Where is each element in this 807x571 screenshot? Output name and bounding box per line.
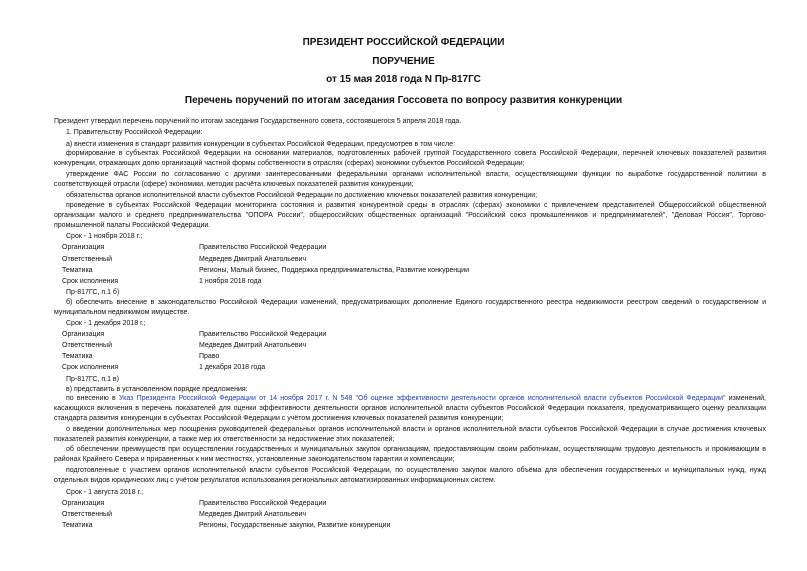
item-a-1: формирование в субъектах Российской Федерации на основании материалов, подготовленных рабочей группой Государственного совета Российской Федерации, перечней ключевых показателей развития конкуренции, отражающих долю организаций частной формы собственности в отраслях (сферах) экономики субъектов Российской Федерации;: [54, 150, 766, 167]
meta-key: Организация: [62, 331, 105, 338]
meta-value: Право: [199, 353, 220, 360]
item-v-1: по внесению в Указ Президента Российской Федерации от 14 ноября 2017 г. N 548 "Об оценке эффективности деятельности органов исполнительной власти субъектов Российской Федерации" изменений, касающихся включения в перечень показателей для оценки эффективности деятельности органов исполнительной власти субъектов Российской Федерации показателя, предусматривающего оценку реализации стандарта развития конкуренции в субъектах Российской Федерации с учётом достижения ключевых показателей развития конкуренции;: [54, 395, 766, 422]
item-a-4: проведение в субъектах Российской Федерации мониторинга состояния и развития конкурентной среды в отраслях (сферах) экономики с привлечением представителей Общероссийской общественной организации малого и среднего предпринимательства "ОПОРА России", общероссийских общественных организаций "Российский союз промышленников и предпринимателей", "Деловая Россия", Торгово-промышленной палаты Российской Федерации.: [54, 202, 766, 229]
intro-paragraph: Президент утвердил перечень поручений по итогам заседания Государственного совета, состоявшегося 5 апреля 2018 года.: [54, 118, 462, 125]
meta-value: Медведев Дмитрий Анатольевич: [199, 342, 307, 349]
issuer-heading: ПРЕЗИДЕНТ РОССИЙСКОЙ ФЕДЕРАЦИИ: [302, 37, 505, 48]
section-1: 1. Правительству Российской Федерации:: [66, 129, 203, 136]
meta-value: 1 ноября 2018 года: [199, 278, 262, 285]
item-a: а) внести изменения в стандарт развития конкуренции в субъектах Российской Федерации, предусмотрев в том числе:: [66, 141, 455, 148]
meta-value: Регионы, Малый бизнес, Поддержка предпринимательства, Развитие конкуренции: [199, 267, 469, 274]
item-a-3: обязательства органов исполнительной власти субъектов Российской Федерации по достижению ключевых показателей развития конкуренции;: [66, 192, 538, 199]
meta-key: Срок исполнения: [62, 278, 119, 285]
decree-548-link[interactable]: Указ Президента Российской Федерации от 14 ноября 2017 г. N 548 "Об оценке эффективности деятельности органов исполнительной власти субъектов Российской Федерации": [119, 395, 726, 402]
meta-value: Правительство Российской Федерации: [199, 500, 327, 507]
document-title: Перечень поручений по итогам заседания Госсовета по вопросу развития конкуренции: [184, 95, 623, 106]
deadline-1: Срок - 1 ноября 2018 г.;: [66, 233, 143, 240]
meta-key: Тематика: [62, 267, 93, 274]
meta-key: Организация: [62, 244, 105, 251]
meta-key: Тематика: [62, 522, 93, 529]
item-v: в) представить в установленном порядке предложения:: [66, 386, 248, 393]
meta-key: Организация: [62, 500, 105, 507]
deadline-3: Срок - 1 августа 2018 г.;: [66, 489, 144, 496]
document-type: ПОРУЧЕНИЕ: [372, 56, 435, 67]
item-b: б) обеспечить внесение в законодательство Российской Федерации изменений, предусматривающих дополнение Единого государственного реестра недвижимости реестром сведений о государственном и муниципальном недвижимом имуществе.: [54, 299, 766, 316]
meta-value: Регионы, Государственные закупки, Развитие конкуренции: [199, 522, 391, 529]
item-a-2: утверждение ФАС России по согласованию с другими заинтересованными федеральными органами исполнительной власти, осуществляющими функции по выработке государственной политики в соответствующей отрасли (сфере) экономики, методик расчёта ключевых показателей развития конкуренции;: [54, 171, 766, 188]
meta-key: Тематика: [62, 353, 93, 360]
meta-key: Срок исполнения: [62, 364, 119, 371]
meta-value: Правительство Российской Федерации: [199, 331, 327, 338]
document-date-number: от 15 мая 2018 года N Пр-817ГС: [326, 74, 481, 85]
item-v-3: об обеспечении преимуществ при осуществлении государственных и муниципальных закупок организациям, предоставляющим своим работникам, осуществляющим трудовую деятельность и проживающим в районах Крайнего Севера и приравненных к ним местностях, установленные законодательством гарантии и компенсации;: [54, 446, 766, 463]
meta-value: Медведев Дмитрий Анатольевич: [199, 256, 307, 263]
meta-value: Медведев Дмитрий Анатольевич: [199, 511, 307, 518]
deadline-2: Срок - 1 декабря 2018 г.;: [66, 320, 146, 327]
reference-2: Пр-817ГС, п.1 в): [66, 376, 119, 383]
meta-key: Ответственный: [62, 342, 112, 349]
meta-key: Ответственный: [62, 256, 112, 263]
meta-value: Правительство Российской Федерации: [199, 244, 327, 251]
meta-value: 1 декабря 2018 года: [199, 364, 266, 371]
meta-key: Ответственный: [62, 511, 112, 518]
item-v-4: подготовленные с участием органов исполнительной власти субъектов Российской Федерации, по осуществлению закупок малого объёма для обеспечения государственных и муниципальных нужд, нужд отдельных видов юридических лиц с учётом результатов использования региональных автоматизированных информационных систем.: [54, 467, 766, 484]
item-v-2: о введении дополнительных мер поощрения руководителей федеральных органов исполнительной власти и органов исполнительной власти субъектов Российской Федерации в случае достижения ключевых показателей развития конкуренции, а также мер их ответственности за недостижение этих показателей;: [54, 426, 766, 443]
reference-1: Пр-817ГС, п.1 б): [66, 289, 120, 296]
